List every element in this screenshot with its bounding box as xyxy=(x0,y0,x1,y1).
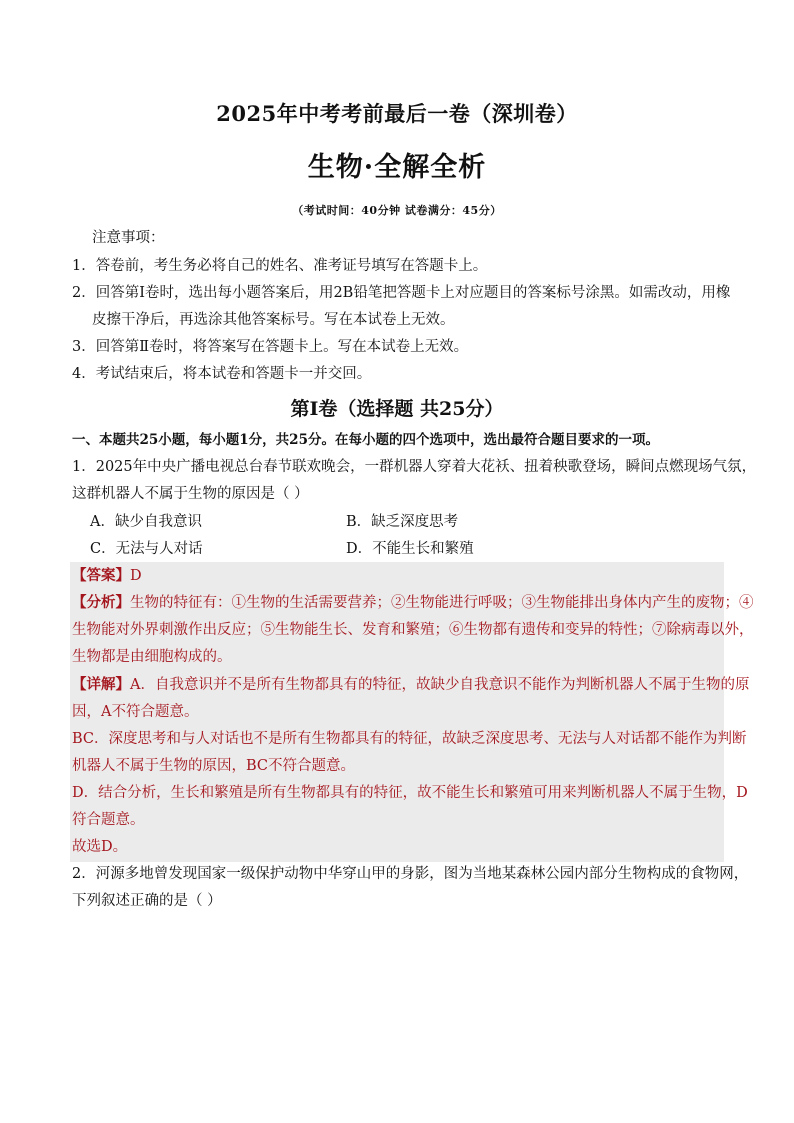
detail-line-3: BC．深度思考和与人对话也不是所有生物都具有的特征，故缺乏深度思考、无法与人对话都不能作为判断 xyxy=(72,731,747,747)
q2-stem-line-2: 下列叙述正确的是（ ） xyxy=(72,893,222,909)
section-title: 第Ⅰ卷（选择题 共25分） xyxy=(290,398,504,420)
q1-option-c: C．无法与人对话 xyxy=(90,541,203,557)
analysis-text-1: 生物的特征有：①生物的生活需要营养；②生物能进行呼吸；③生物能排出身体内产生的废物；④ xyxy=(130,595,754,611)
note-item-2-cont: 皮擦干净后，再选涂其他答案标号。写在本试卷上无效。 xyxy=(92,312,455,328)
section-instruction: 一、本题共25小题，每小题1分，共25分。在每小题的四个选项中，选出最符合题目要求的一项。 xyxy=(72,432,659,448)
exam-subtitle: 生物·全解全析 xyxy=(307,152,487,183)
detail-line-6: 符合题意。 xyxy=(72,812,145,828)
exam-title: 2025年中考考前最后一卷（深圳卷） xyxy=(216,101,578,126)
detail-tag: 【详解】 xyxy=(72,676,130,693)
answer-value: D xyxy=(130,568,142,584)
analysis-tag: 【分析】 xyxy=(72,594,130,611)
answer-tag: 【答案】 xyxy=(72,567,130,584)
detail-line-5: D．结合分析，生长和繁殖是所有生物都具有的特征，故不能生长和繁殖可用来判断机器人不属于生物，D xyxy=(72,785,748,801)
analysis-line-1 xyxy=(72,593,754,613)
q1-stem-line-2: 这群机器人不属于生物的原因是（ ） xyxy=(72,486,309,502)
q1-option-b: B．缺乏深度思考 xyxy=(346,514,459,530)
detail-line-1 xyxy=(72,675,749,695)
notes-heading: 注意事项： xyxy=(92,230,165,246)
detail-line-4: 机器人不属于生物的原因，BC不符合题意。 xyxy=(72,758,356,774)
note-item-2: 2．回答第Ⅰ卷时，选出每小题答案后，用2B铅笔把答题卡上对应题目的答案标号涂黑。如需改动，用橡 xyxy=(72,285,731,301)
note-item-4: 4．考试结束后，将本试卷和答题卡一并交回。 xyxy=(72,366,372,382)
note-item-1: 1．答卷前，考生务必将自己的姓名、准考证号填写在答题卡上。 xyxy=(72,258,488,274)
analysis-line-3: 生物都是由细胞构成的。 xyxy=(72,649,232,665)
detail-text-1: A．自我意识并不是所有生物都具有的特征，故缺少自我意识不能作为判断机器人不属于生物的原 xyxy=(130,677,750,693)
conclusion-line: 故选D。 xyxy=(72,839,128,855)
exam-meta: （考试时间：40分钟 试卷满分：45分） xyxy=(292,204,502,217)
q2-stem-line-1: 2．河源多地曾发现国家一级保护动物中华穿山甲的身影，图为当地某森林公园内部分生物构成的食物网， xyxy=(72,866,749,882)
analysis-line-2: 生物能对外界刺激作出反应；⑤生物能生长、发育和繁殖；⑥生物都有遗传和变异的特性；⑦除病毒以外， xyxy=(72,622,754,638)
q1-option-a: A．缺少自我意识 xyxy=(90,514,202,530)
q1-option-d: D．不能生长和繁殖 xyxy=(346,541,474,557)
note-item-3: 3．回答第Ⅱ卷时，将答案写在答题卡上。写在本试卷上无效。 xyxy=(72,339,469,355)
q1-stem-line-1: 1．2025年中央广播电视总台春节联欢晚会，一群机器人穿着大花袄、扭着秧歌登场，瞬间点燃现场气氛， xyxy=(72,459,757,475)
answer-line xyxy=(72,566,142,586)
detail-line-2: 因，A不符合题意。 xyxy=(72,704,199,720)
